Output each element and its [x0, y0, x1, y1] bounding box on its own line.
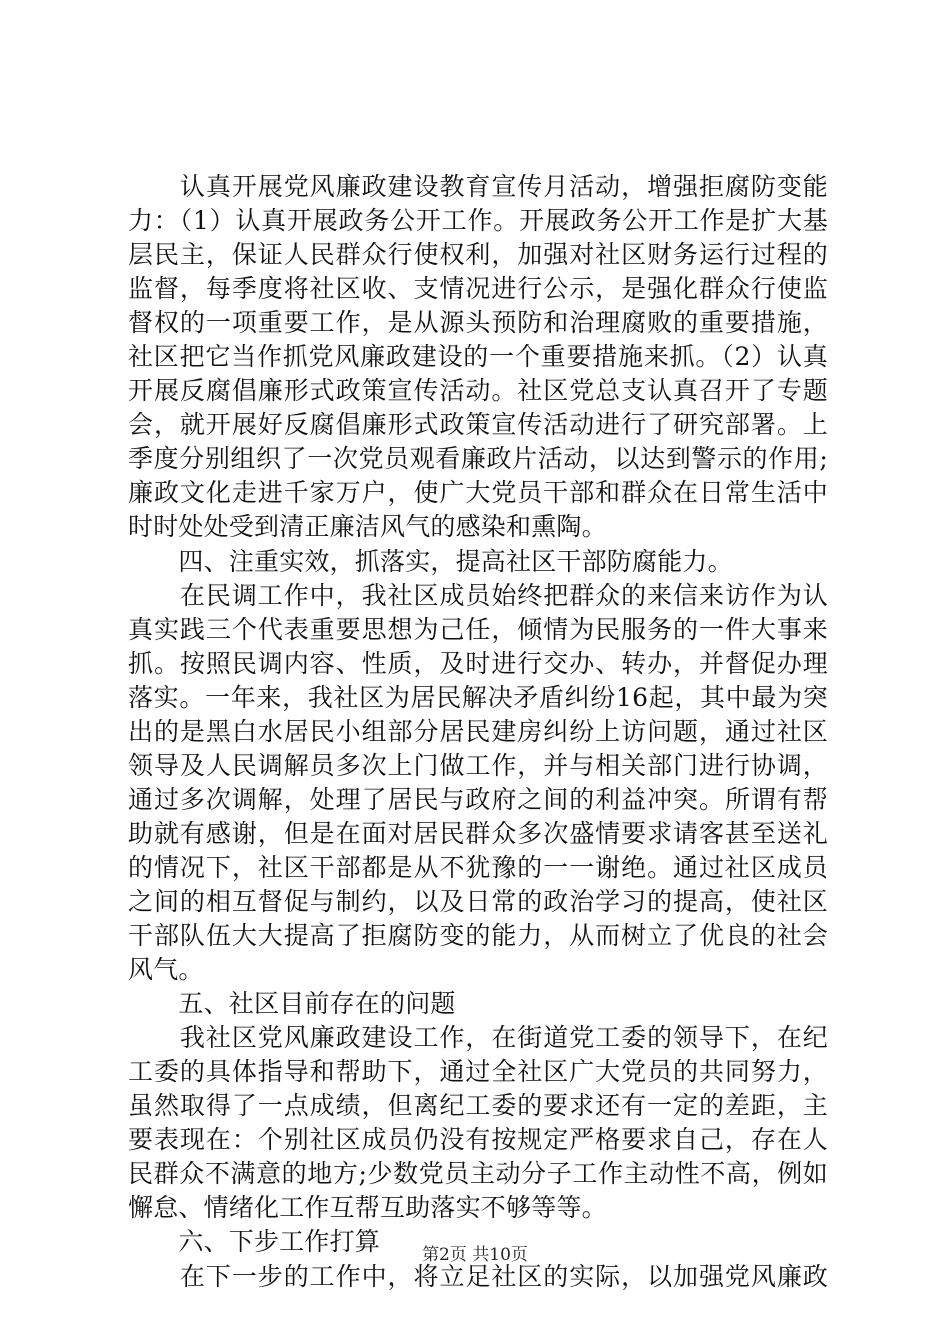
text-line: 风气。	[128, 955, 204, 985]
text-line: 开展反腐倡廉形式政策宣传活动。社区党总支认真召开了专题	[128, 376, 828, 406]
text-line: 虽然取得了一点成绩，但离纪工委的要求还有一定的差距，主	[128, 1091, 828, 1121]
text-line: 抓。按照民调内容、性质，及时进行交办、转办，并督促办理	[128, 648, 828, 678]
text-line: 干部队伍大大提高了拒腐防变的能力，从而树立了优良的社会	[128, 921, 828, 951]
text-line: 在民调工作中，我社区成员始终把群众的来信来访作为认	[128, 580, 828, 610]
text-line: 层民主，保证人民群众行使权利，加强对社区财务运行过程的	[128, 240, 828, 270]
text-line: 督权的一项重要工作，是从源头预防和治理腐败的重要措施，	[128, 308, 828, 338]
text-line: 的情况下，社区干部都是从不犹豫的一一谢绝。通过社区成员	[128, 852, 828, 882]
section-heading: 五、社区目前存在的问题	[128, 989, 456, 1019]
text-line: 助就有感谢，但是在面对居民群众多次盛情要求请客甚至送礼	[128, 818, 828, 848]
text-line: 落实。一年来，我社区为居民解决矛盾纠纷16起，其中最为突	[128, 682, 828, 712]
text-line: 社区把它当作抓党风廉政建设的一个重要措施来抓。（2）认真	[128, 342, 828, 372]
text-line: 我社区党风廉政建设工作，在街道党工委的领导下，在纪	[128, 1023, 828, 1053]
text-line: 懈怠、情绪化工作互帮互助落实不够等等。	[128, 1193, 607, 1223]
section-heading: 四、注重实效，抓落实，提高社区干部防腐能力。	[128, 546, 733, 576]
section-heading: 六、下步工作打算	[128, 1227, 381, 1257]
text-line: 季度分别组织了一次党员观看廉政片活动，以达到警示的作用;	[128, 444, 828, 474]
body-text	[128, 170, 828, 1294]
text-line: 民群众不满意的地方;少数党员主动分子工作主动性不高，例如	[128, 1159, 828, 1189]
text-line: 真实践三个代表重要思想为己任，倾情为民服务的一件大事来	[128, 614, 828, 644]
text-line: 之间的相互督促与制约，以及日常的政治学习的提高，使社区	[128, 886, 828, 916]
text-line: 认真开展党风廉政建设教育宣传月活动，增强拒腐防变能	[128, 172, 828, 201]
text-line: 力：（1）认真开展政务公开工作。开展政务公开工作是扩大基	[128, 206, 828, 236]
text-line: 领导及人民调解员多次上门做工作，并与相关部门进行协调，	[128, 750, 828, 780]
text-line: 监督，每季度将社区收、支情况进行公示，是强化群众行使监	[128, 274, 828, 304]
text-line: 在下一步的工作中，将立足社区的实际，以加强党风廉政	[128, 1261, 828, 1291]
text-line: 工委的具体指导和帮助下，通过全社区广大党员的共同努力，	[128, 1057, 828, 1087]
text-line: 出的是黑白水居民小组部分居民建房纠纷上访问题，通过社区	[128, 716, 828, 746]
text-line: 要表现在：个别社区成员仍没有按规定严格要求自己，存在人	[128, 1125, 828, 1155]
text-line: 时时处处受到清正廉洁风气的感染和熏陶。	[128, 512, 607, 542]
text-line: 廉政文化走进千家万户，使广大党员干部和群众在日常生活中	[128, 478, 828, 508]
text-line: 会，就开展好反腐倡廉形式政策宣传活动进行了研究部署。上	[128, 410, 828, 440]
page-footer: 第2页 共10页	[422, 1245, 528, 1265]
text-line: 通过多次调解，处理了居民与政府之间的利益冲突。所谓有帮	[128, 784, 828, 814]
